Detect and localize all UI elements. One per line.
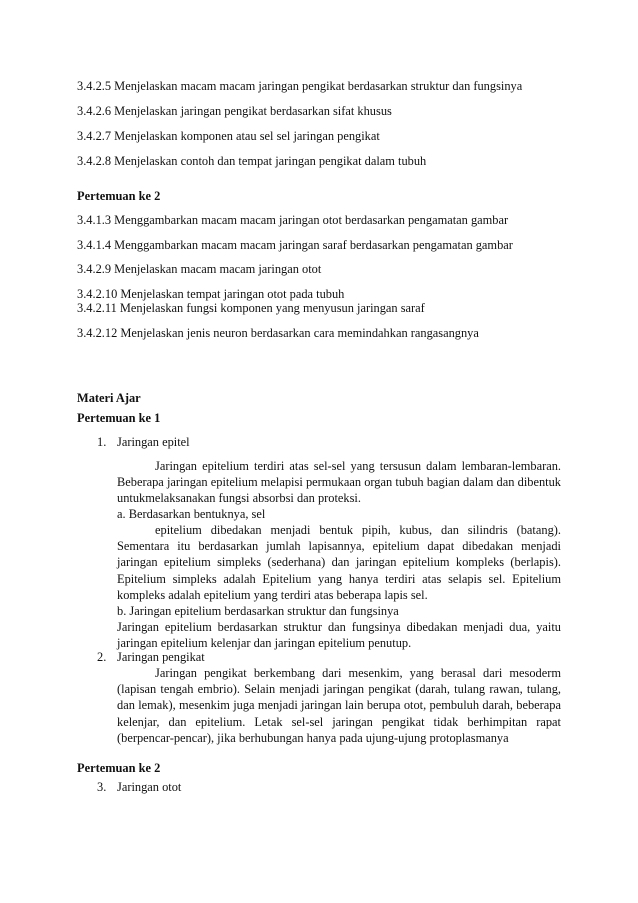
objective-3-4-2-7: 3.4.2.7 Menjelaskan komponen atau sel sel jaringan pengikat xyxy=(77,129,380,143)
jaringan-epitel-label: Jaringan epitel xyxy=(117,435,190,449)
sub-item-b: b. Jaringan epitelium berdasarkan struktur dan fungsinya xyxy=(117,604,399,618)
objective-3-4-2-11: 3.4.2.11 Menjelaskan fungsi komponen yang menyusun jaringan saraf xyxy=(77,301,425,315)
sub-item-a: a. Berdasarkan bentuknya, sel xyxy=(117,507,266,521)
epitel-paragraph-2-text: epitelium dibedakan menjadi bentuk pipih, kubus, dan silindris (batang). Sementara itu berdasarkan jumlah lapisannya, epitelium dapat dibedakan menjadi jaringan epitelium simpleks (sederhana) dan jaringan epitelium kompleks (berlapis). Epitelium simpleks adalah Epitelium yang hanya terdiri atas selapis sel. Epitelium kompleks adalah epitelium yang terdiri atas beberapa lapis sel. xyxy=(117,523,561,602)
objective-3-4-2-10: 3.4.2.10 Menjelaskan tempat jaringan otot pada tubuh xyxy=(77,287,345,301)
objective-3-4-2-9: 3.4.2.9 Menjelaskan macam macam jaringan otot xyxy=(77,262,322,276)
list-number-3: 3. xyxy=(97,780,107,794)
meeting-1-heading: Pertemuan ke 1 xyxy=(77,411,161,425)
materi-ajar-title: Materi Ajar xyxy=(77,391,141,405)
epitel-paragraph-2 xyxy=(117,522,561,603)
pengikat-paragraph-text: Jaringan pengikat berkembang dari mesenkim, yang berasal dari mesoderm (lapisan tengah embrio). Selain menjadi jaringan pengikat (darah, tulang rawan, tulang, dan lemak), mesenkim juga menjadi jaringan lain berupa otot, pembuluh darah, beberapa kelenjar, dan epitelium. Letak sel-sel jaringan pengikat tidak berhimpitan rapat (berpencar-pencar), jika berhubungan hanya pada ujung-ujung protoplasmanya xyxy=(117,666,561,745)
epitel-paragraph-1-text: Jaringan epitelium terdiri atas sel-sel yang tersusun dalam lembaran-lembaran. Beberapa jaringan epitelium melapisi permukaan organ tubuh bagian dalam dan dibentuk untukmelaksanakan fungsi absorbsi dan proteksi. xyxy=(117,459,561,506)
objective-3-4-2-6: 3.4.2.6 Menjelaskan jaringan pengikat berdasarkan sifat khusus xyxy=(77,104,392,118)
objective-3-4-2-5: 3.4.2.5 Menjelaskan macam macam jaringan pengikat berdasarkan struktur dan fungsinya xyxy=(77,79,523,93)
objective-3-4-2-12: 3.4.2.12 Menjelaskan jenis neuron berdasarkan cara memindahkan rangasangnya xyxy=(77,326,479,340)
jaringan-otot-label: Jaringan otot xyxy=(117,780,182,794)
objective-3-4-1-4: 3.4.1.4 Menggambarkan macam macam jaringan saraf berdasarkan pengamatan gambar xyxy=(77,238,513,252)
pengikat-paragraph xyxy=(117,665,561,746)
epitel-paragraph-1 xyxy=(117,458,561,507)
jaringan-pengikat-label: Jaringan pengikat xyxy=(117,650,205,664)
materi-meeting-2-heading: Pertemuan ke 2 xyxy=(77,761,161,775)
list-number-2: 2. xyxy=(97,650,107,664)
epitel-paragraph-3: Jaringan epitelium berdasarkan struktur dan fungsinya dibedakan menjadi dua, yaitu jaringan epitelium kelenjar dan jaringan epitelium penutup. xyxy=(117,620,561,651)
objective-3-4-1-3: 3.4.1.3 Menggambarkan macam macam jaringan otot berdasarkan pengamatan gambar xyxy=(77,213,509,227)
objective-3-4-2-8: 3.4.2.8 Menjelaskan contoh dan tempat jaringan pengikat dalam tubuh xyxy=(77,154,427,168)
list-number-1: 1. xyxy=(97,435,107,449)
meeting-2-heading: Pertemuan ke 2 xyxy=(77,189,161,203)
